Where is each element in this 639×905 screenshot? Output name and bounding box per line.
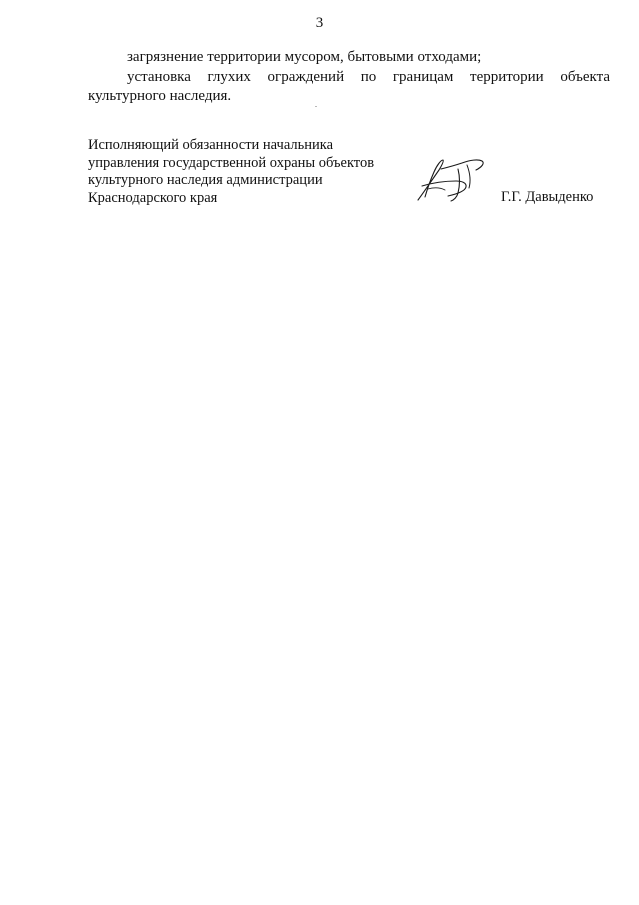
document-body [88, 48, 610, 107]
signatory-title-line: управления государственной охраны объектов [88, 154, 375, 171]
signatory-title-line: культурного наследия администрации [88, 172, 323, 188]
signatory-name: Г.Г. Давыденко [501, 189, 594, 205]
scan-speck [315, 106, 317, 107]
page-number: 3 [315, 15, 324, 31]
signatory-title [88, 137, 418, 207]
paragraph-pollution: загрязнение территории мусором, бытовыми отходами; [127, 49, 482, 65]
signatory-title-line: Краснодарского края [88, 189, 218, 206]
paragraph-fences: установка глухих ограждений по границам территории объекта культурного наследия. [88, 68, 610, 104]
handwritten-signature [410, 152, 492, 210]
signatory-title-line: Исполняющий обязанности начальника [88, 137, 334, 153]
